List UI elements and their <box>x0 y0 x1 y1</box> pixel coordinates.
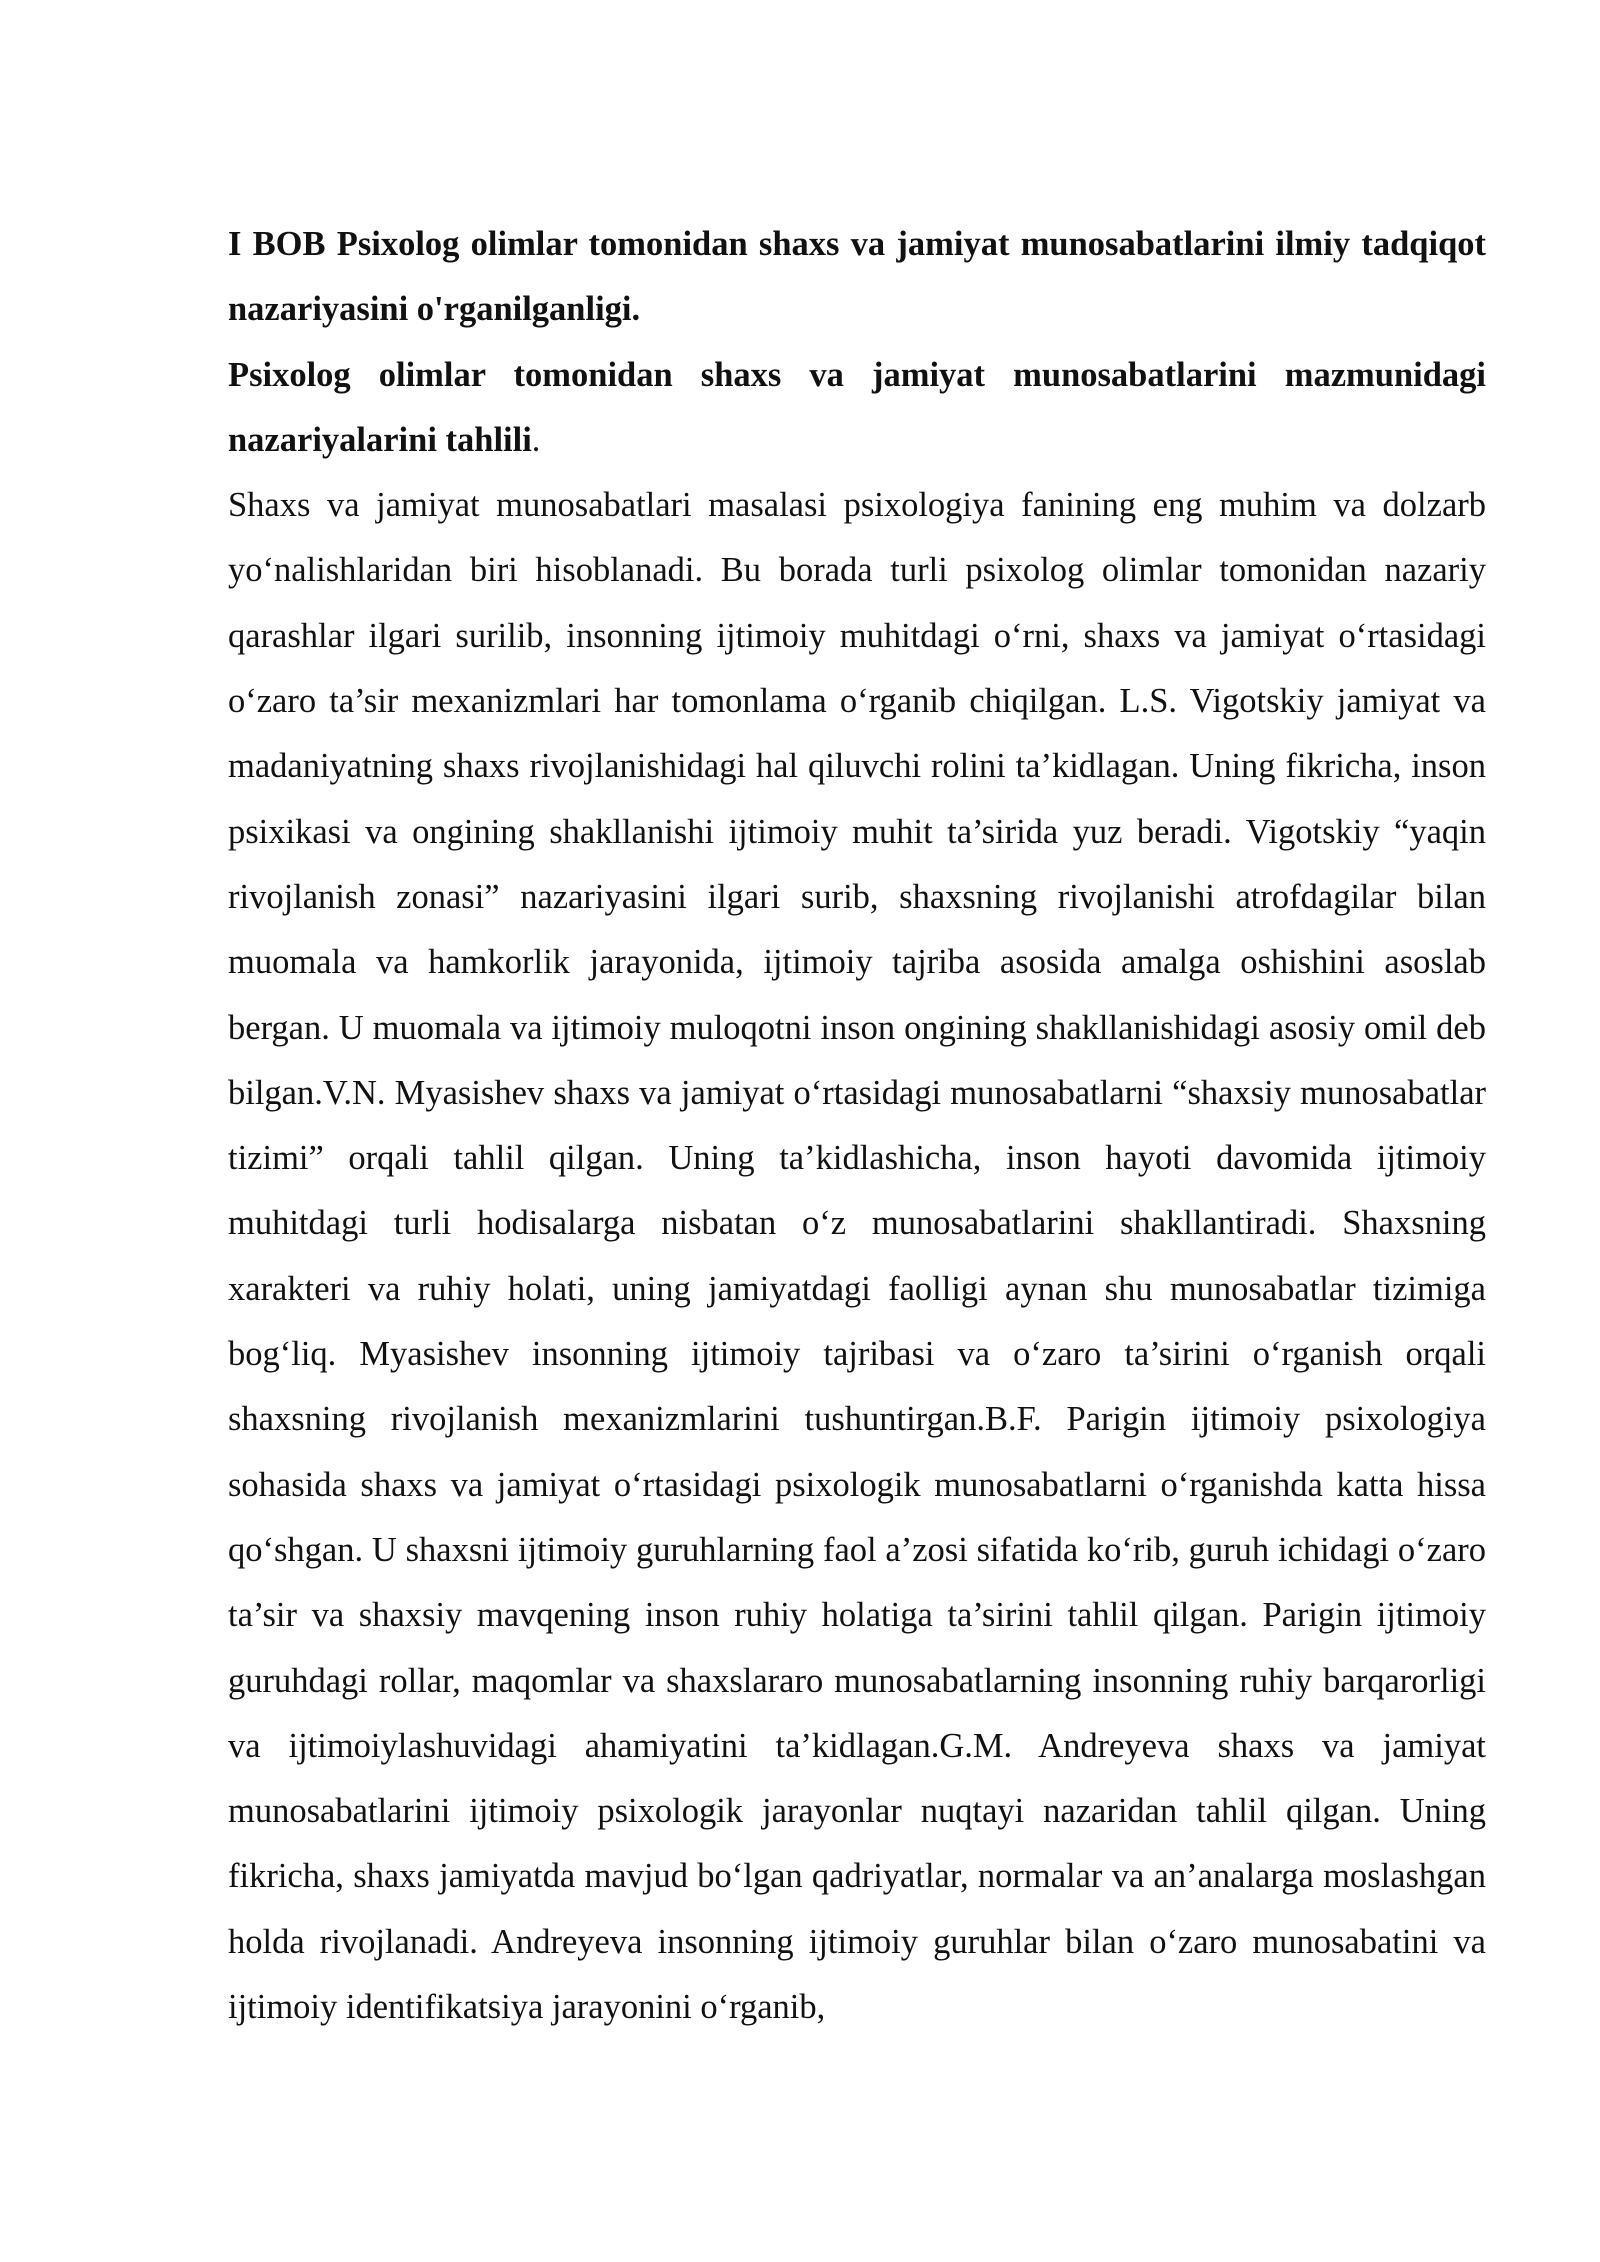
section-heading <box>228 343 1486 474</box>
document-page <box>228 212 1486 2040</box>
chapter-heading: I BOB Psixolog olimlar tomonidan shaxs va jamiyat munosabatlarini ilmiy tadqiqot nazariyasini o'rganilganligi. <box>228 225 1486 329</box>
section-heading-period: . <box>531 420 541 459</box>
body-paragraph: Shaxs va jamiyat munosabatlari masalasi psixologiya fanining eng muhim va dolzarb yo‘nalishlaridan biri hisoblanadi. Bu borada turli psixolog olimlar tomonidan nazariy qarashlar ilgari surilib, insonning ijtimoiy muhitdagi o‘rni, shaxs va jamiyat o‘rtasidagi o‘zaro ta’sir mexanizmlari har tomonlama o‘rganib chiqilgan. L.S. Vigotskiy jamiyat va madaniyatning shaxs rivojlanishidagi hal qiluvchi rolini ta’kidlagan. Uning fikricha, inson psixikasi va ongining shakllanishi ijtimoiy muhit ta’sirida yuz beradi. Vigotskiy “yaqin rivojlanish zonasi” nazariyasini ilgari surib, shaxsning rivojlanishi atrofdagilar bilan muomala va hamkorlik jarayonida, ijtimoiy tajriba asosida amalga oshishini asoslab bergan. U muomala va ijtimoiy muloqotni inson ongining shakllanishidagi asosiy omil deb bilgan.V.N. Myasishev shaxs va jamiyat o‘rtasidagi munosabatlarni “shaxsiy munosabatlar tizimi” orqali tahlil qilgan. Uning ta’kidlashicha, inson hayoti davomida ijtimoiy muhitdagi turli hodisalarga nisbatan o‘z munosabatlarini shakllantiradi. Shaxsning xarakteri va ruhiy holati, uning jamiyatdagi faolligi aynan shu munosabatlar tizimiga bog‘liq. Myasishev insonning ijtimoiy tajribasi va o‘zaro ta’sirini o‘rganish orqali shaxsning rivojlanish mexanizmlarini tushuntirgan.B.F. Parigin ijtimoiy psixologiya sohasida shaxs va jamiyat o‘rtasidagi psixologik munosabatlarni o‘rganishda katta hissa qo‘shgan. U shaxsni ijtimoiy guruhlarning faol a’zosi sifatida ko‘rib, guruh ichidagi o‘zaro ta’sir va shaxsiy mavqening inson ruhiy holatiga ta’sirini tahlil qilgan. Parigin ijtimoiy guruhdagi rollar, maqomlar va shaxslararo munosabatlarning insonning ruhiy barqarorligi va ijtimoiylashuvidagi ahamiyatini ta’kidlagan.G.M. Andreyeva shaxs va jamiyat munosabatlarini ijtimoiy psixologik jarayonlar nuqtayi nazaridan tahlil qilgan. Uning fikricha, shaxs jamiyatda mavjud bo‘lgan qadriyatlar, normalar va an’analarga moslashgan holda rivojlanadi. Andreyeva insonning ijtimoiy guruhlar bilan o‘zaro munosabatini va ijtimoiy identifikatsiya jarayonini o‘rganib, <box>228 486 1486 2027</box>
section-heading-text: Psixolog olimlar tomonidan shaxs va jamiyat munosabatlarini mazmunidagi nazariyalarini tahlili <box>228 355 1486 459</box>
